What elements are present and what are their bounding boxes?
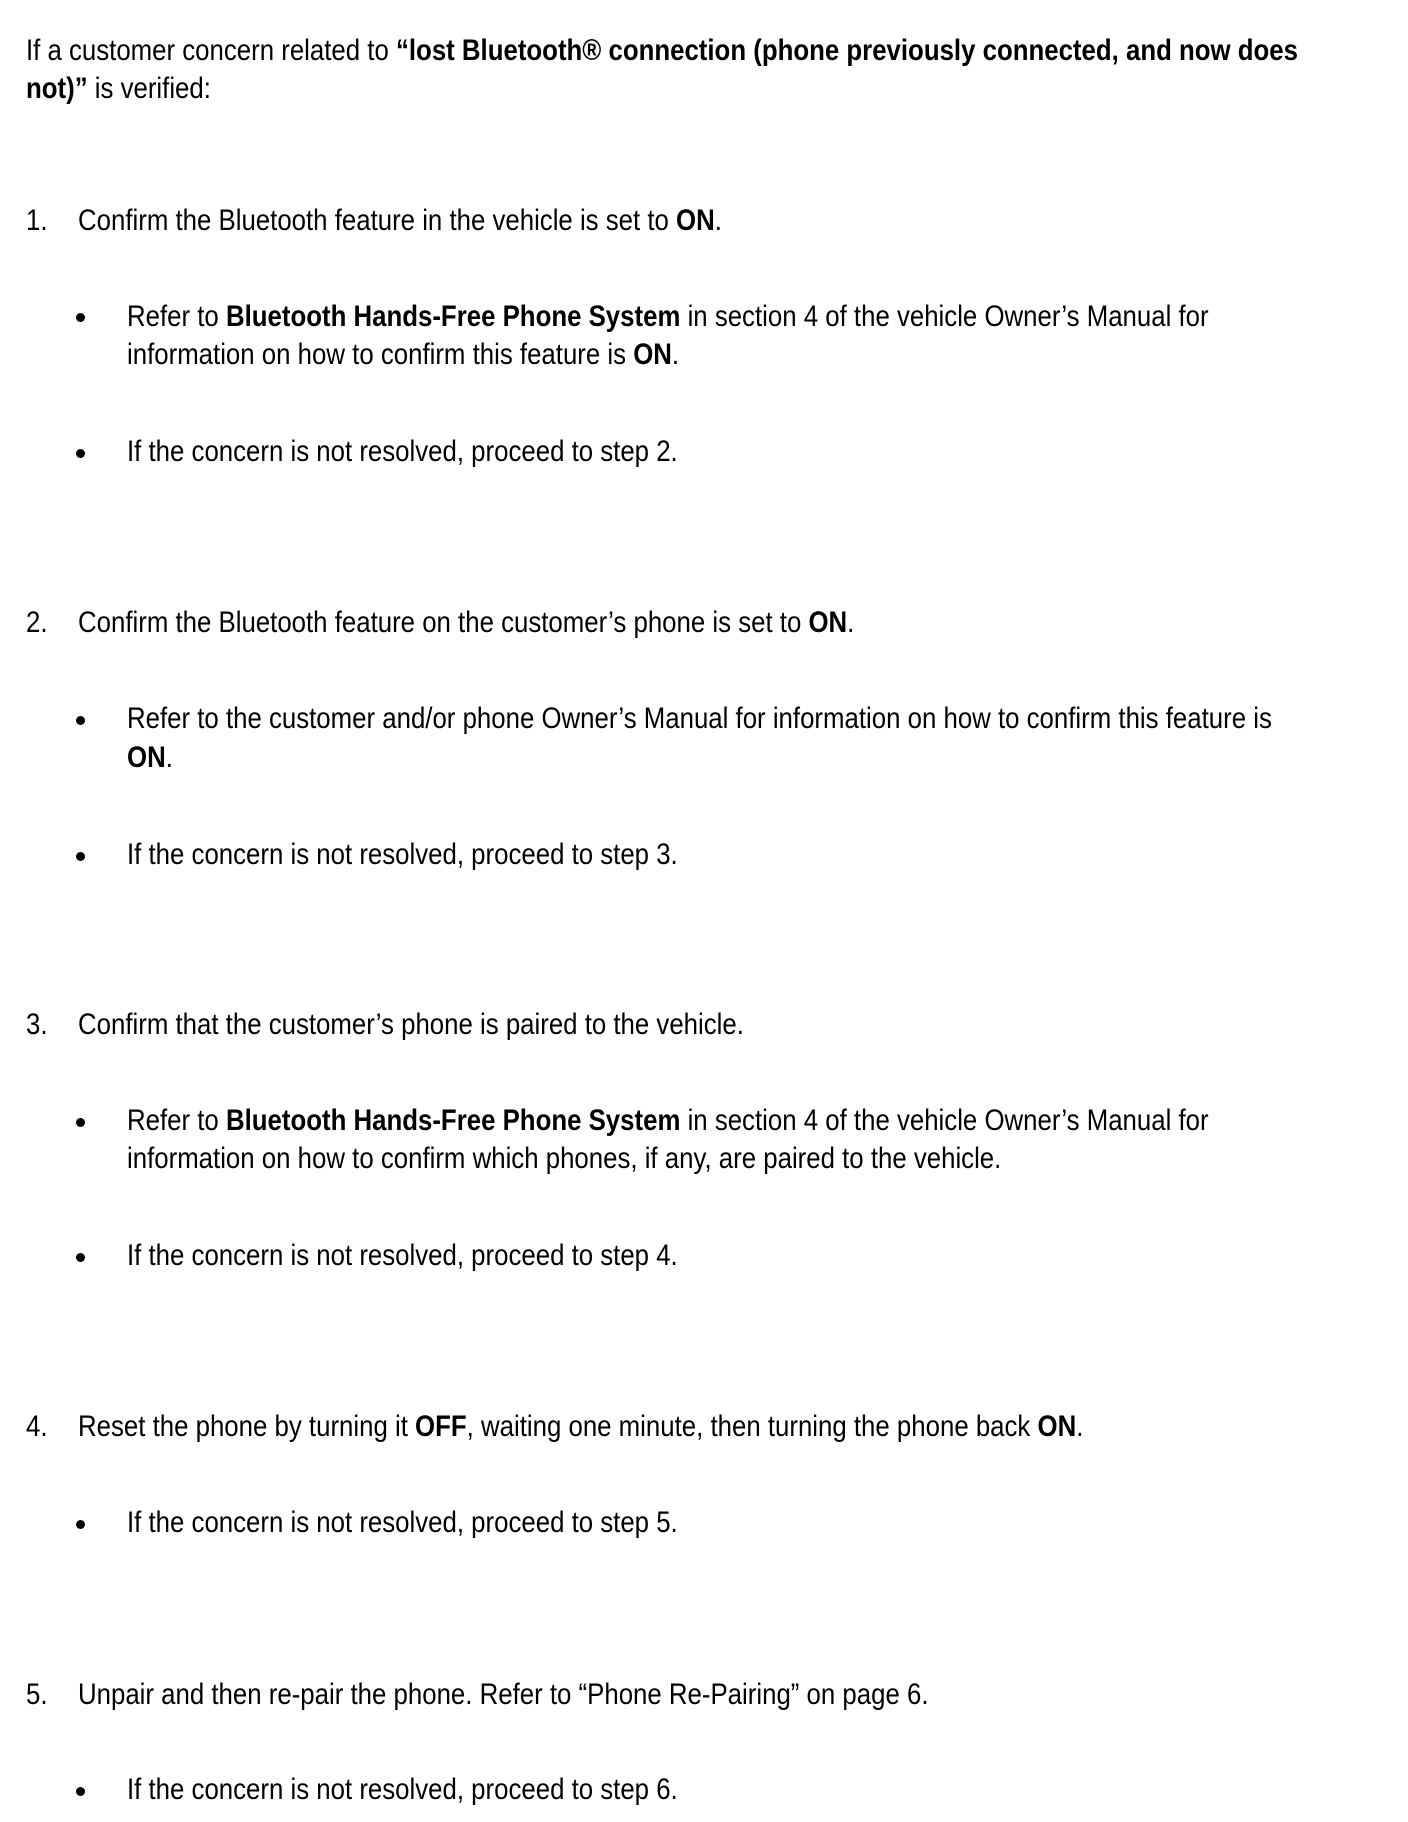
step-2-bullet-1-line-1: Refer to the customer and/or phone Owner’s Manual for information on how to confirm this feature is [127, 702, 1272, 735]
bullet-icon [76, 449, 85, 458]
step-5-bullet-1: If the concern is not resolved, proceed to step 6. [127, 1773, 678, 1806]
step-4-text [78, 1408, 1083, 1446]
step-text-bold: ON [808, 606, 848, 639]
step-3-bullet-1-line-2: information on how to confirm which phones, if any, are paired to the vehicle. [127, 1142, 1002, 1175]
step-number: 2. [26, 606, 48, 639]
step-2-bullet-2: If the concern is not resolved, proceed to step 3. [127, 838, 678, 871]
bullet-text-bold: Bluetooth Hands-Free Phone System [225, 1104, 681, 1137]
intro-line-1 [26, 32, 1298, 70]
bullet-text: in section 4 of the vehicle Owner’s Manual for [680, 300, 1209, 333]
bullet-icon [76, 716, 85, 725]
step-text: , waiting one minute, then turning the phone back [466, 1410, 1038, 1443]
intro-prefix: If a customer concern related to [26, 34, 396, 67]
step-text: Confirm the Bluetooth feature on the customer’s phone is set to [78, 606, 809, 639]
step-1-bullet-1-line-1 [127, 298, 1209, 336]
bullet-text-bold: Bluetooth Hands-Free Phone System [225, 300, 681, 333]
step-text-bold: ON [1037, 1410, 1077, 1443]
intro-line-2 [26, 70, 211, 108]
step-text: . [847, 606, 855, 639]
step-text: . [714, 204, 722, 237]
step-2-bullet-1-line-2 [127, 739, 173, 777]
step-5-text: Unpair and then re-pair the phone. Refer to “Phone Re-Pairing” on page 6. [78, 1678, 929, 1711]
bullet-text: in section 4 of the vehicle Owner’s Manual for [680, 1104, 1209, 1137]
bullet-text: . [165, 741, 173, 774]
step-text-bold: OFF [415, 1410, 467, 1443]
bullet-text: . [671, 338, 680, 371]
step-1-bullet-2: If the concern is not resolved, proceed to step 2. [127, 435, 678, 468]
bullet-icon [76, 313, 85, 322]
bullet-icon [76, 1118, 85, 1127]
step-text: . [1076, 1410, 1084, 1443]
step-number: 1. [26, 204, 48, 237]
bullet-text: information on how to confirm this feature is [127, 338, 634, 371]
bullet-text: Refer to [127, 1104, 226, 1137]
step-2-text [78, 604, 854, 642]
bullet-icon [76, 1520, 85, 1529]
step-text-bold: ON [676, 204, 715, 237]
step-3-text: Confirm that the customer’s phone is paired to the vehicle. [78, 1008, 744, 1041]
step-3-bullet-1-line-1 [127, 1102, 1209, 1140]
intro-suffix: is verified: [87, 72, 211, 105]
step-3-bullet-2: If the concern is not resolved, proceed to step 4. [127, 1239, 678, 1272]
step-1-text [78, 202, 722, 240]
intro-bold-phrase: “lost Bluetooth® connection (phone previously connected, and now does [395, 34, 1298, 67]
step-4-bullet-1: If the concern is not resolved, proceed to step 5. [127, 1506, 678, 1539]
bullet-icon [76, 852, 85, 861]
bullet-text-bold: ON [633, 338, 672, 371]
step-text: Reset the phone by turning it [78, 1410, 416, 1443]
bullet-icon [76, 1253, 85, 1262]
step-number: 3. [26, 1008, 48, 1041]
intro-bold-phrase-end: not)” [26, 72, 88, 105]
step-1-bullet-1-line-2 [127, 336, 679, 374]
bullet-icon [76, 1787, 85, 1796]
step-number: 4. [26, 1410, 48, 1443]
step-number: 5. [26, 1678, 48, 1711]
bullet-text: Refer to [127, 300, 226, 333]
bullet-text-bold: ON [127, 741, 166, 774]
step-text: Confirm the Bluetooth feature in the vehicle is set to [78, 204, 677, 237]
